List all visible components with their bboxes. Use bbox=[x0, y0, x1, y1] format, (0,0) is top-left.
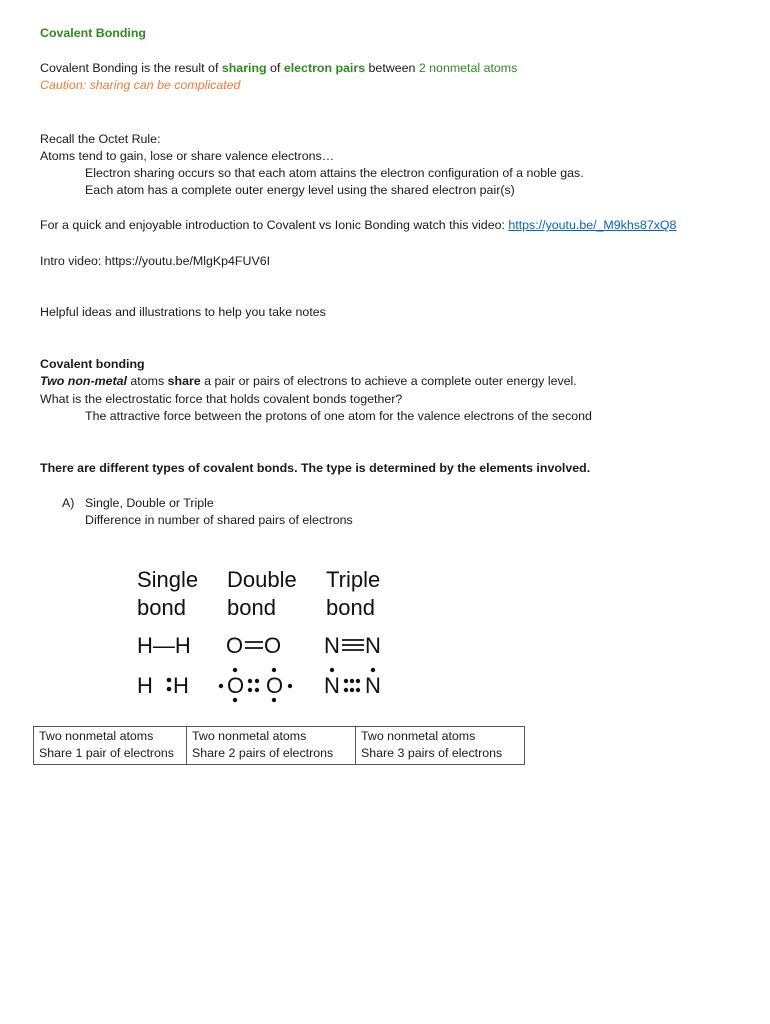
table-cell-triple bbox=[356, 727, 525, 765]
single-lewis-atom-1: H bbox=[137, 673, 153, 698]
single-structural-formula: H—H bbox=[137, 633, 191, 658]
double-structural-atom-1: O bbox=[226, 633, 244, 658]
types-heading: There are different types of covalent bonds. The type is determined by the elements involved. bbox=[40, 461, 591, 475]
double-electron-dot bbox=[248, 688, 252, 692]
single-label-1: Single bbox=[137, 567, 199, 592]
cell-line: Two nonmetal atoms bbox=[192, 729, 307, 743]
triple-lewis-atom-2: N bbox=[365, 673, 381, 698]
triple-electron-dot bbox=[350, 679, 354, 683]
double-electron-dot bbox=[233, 698, 237, 702]
covalent-text-2: a pair or pairs of electrons to achieve a complete outer energy level. bbox=[200, 374, 577, 388]
intro-video: Intro video: https://youtu.be/MlgKp4FUV6I bbox=[40, 254, 271, 268]
triple-electron-dot bbox=[356, 688, 360, 692]
video-text: For a quick and enjoyable introduction to Covalent vs Ionic Bonding watch this video: bbox=[40, 218, 509, 232]
triple-lewis-atom-1: N bbox=[324, 673, 340, 698]
double-electron-dot bbox=[272, 698, 276, 702]
intro-text-2: of bbox=[266, 61, 284, 75]
list-item-a-sub: Difference in number of shared pairs of electrons bbox=[85, 513, 353, 527]
double-lewis-atom-2: O bbox=[266, 673, 284, 698]
double-electron-dot bbox=[272, 668, 276, 672]
triple-electron-dot bbox=[356, 679, 360, 683]
triple-electron-dot bbox=[344, 688, 348, 692]
cell-line: Share 2 pairs of electrons bbox=[192, 746, 334, 760]
nonmetal-atoms-term: 2 nonmetal atoms bbox=[418, 61, 518, 75]
electrostatic-answer: The attractive force between the protons of one atom for the valence electrons of the second bbox=[85, 409, 592, 423]
page-title: Covalent Bonding bbox=[40, 26, 147, 40]
bond-summary-table bbox=[33, 726, 525, 765]
octet-heading: Recall the Octet Rule: bbox=[40, 132, 161, 146]
table-cell-single bbox=[34, 727, 187, 765]
caution-note: Caution: sharing can be complicated bbox=[40, 78, 241, 92]
octet-line-2: Electron sharing occurs so that each atom attains the electron configuration of a noble gas. bbox=[85, 166, 584, 180]
share-term: share bbox=[167, 374, 201, 388]
single-electron-dot bbox=[167, 687, 172, 692]
triple-label-2: bond bbox=[326, 595, 375, 620]
double-structural-atom-2: O bbox=[264, 633, 282, 658]
video-sentence bbox=[40, 217, 676, 233]
covalent-heading: Covalent bonding bbox=[40, 357, 145, 371]
double-electron-dot bbox=[233, 668, 237, 672]
double-electron-dot bbox=[255, 688, 259, 692]
intro-sentence bbox=[40, 60, 517, 76]
single-electron-dot bbox=[167, 678, 172, 683]
single-lewis-atom-2: H bbox=[173, 673, 189, 698]
table-cell-double bbox=[187, 727, 356, 765]
double-electron-dot bbox=[219, 684, 223, 688]
table-row bbox=[34, 727, 525, 765]
helpful-ideas: Helpful ideas and illustrations to help you take notes bbox=[40, 305, 326, 319]
octet-line-1: Atoms tend to gain, lose or share valence electrons… bbox=[40, 149, 335, 163]
double-electron-dot bbox=[288, 684, 292, 688]
triple-electron-dot bbox=[330, 668, 334, 672]
cell-line: Share 1 pair of electrons bbox=[39, 746, 174, 760]
triple-electron-dot bbox=[371, 668, 375, 672]
double-electron-dot bbox=[255, 679, 259, 683]
double-electron-dot bbox=[248, 679, 252, 683]
triple-electron-dot bbox=[344, 679, 348, 683]
video-link[interactable]: https://youtu.be/_M9khs87xQ8 bbox=[508, 218, 677, 232]
double-label-2: bond bbox=[227, 595, 276, 620]
triple-label-1: Triple bbox=[326, 567, 381, 592]
single-label-2: bond bbox=[137, 595, 186, 620]
cell-line: Share 3 pairs of electrons bbox=[361, 746, 503, 760]
intro-text-1: Covalent Bonding is the result of bbox=[40, 61, 222, 75]
sharing-term: sharing bbox=[221, 61, 267, 75]
cell-line: Two nonmetal atoms bbox=[39, 729, 154, 743]
covalent-text-1: atoms bbox=[126, 374, 168, 388]
list-item-a: Single, Double or Triple bbox=[85, 496, 214, 510]
two-nonmetal-term: Two non-metal bbox=[40, 374, 127, 388]
double-label-1: Double bbox=[227, 567, 297, 592]
triple-structural-atom-2: N bbox=[365, 633, 381, 658]
bond-types-figure bbox=[130, 560, 400, 710]
octet-line-3: Each atom has a complete outer energy level using the shared electron pair(s) bbox=[85, 183, 515, 197]
triple-electron-dot bbox=[350, 688, 354, 692]
intro-text-3: between bbox=[365, 61, 419, 75]
covalent-definition bbox=[40, 373, 577, 389]
double-lewis-atom-1: O bbox=[227, 673, 245, 698]
list-marker-a: A) bbox=[62, 496, 75, 510]
cell-line: Two nonmetal atoms bbox=[361, 729, 476, 743]
triple-structural-atom-1: N bbox=[324, 633, 340, 658]
electrostatic-question: What is the electrostatic force that holds covalent bonds together? bbox=[40, 392, 403, 406]
electron-pairs-term: electron pairs bbox=[283, 61, 366, 75]
